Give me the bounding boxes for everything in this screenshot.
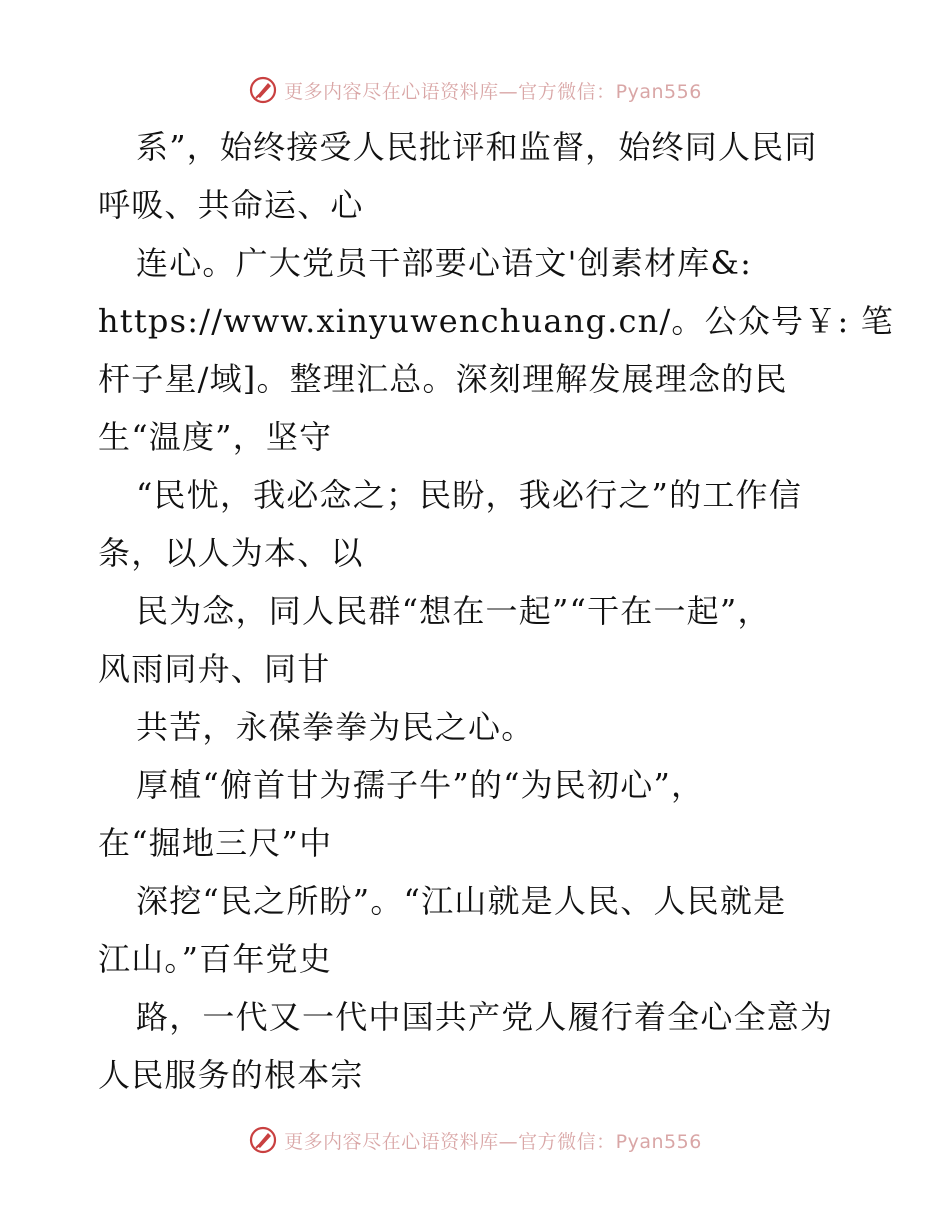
footer-watermark-text: 更多内容尽在心语资料库—官方微信：Pyan556 (284, 1130, 702, 1153)
header-watermark-text: 更多内容尽在心语资料库—官方微信：Pyan556 (284, 80, 702, 103)
footer-watermark (0, 1120, 950, 1160)
text-line: 呼吸、共命运、心 (98, 186, 364, 224)
text-line: 风雨同舟、同甘 (98, 650, 331, 688)
text-line: https://www.xinyuwenchuang.cn/。公众号￥: 笔 (98, 302, 894, 340)
text-line: 江山。”百年党史 (98, 940, 332, 978)
text-line: 杆子星/域]。整理汇总。深刻理解发展理念的民 (98, 360, 788, 398)
text-line: 路，一代又一代中国共产党人履行着全心全意为 (136, 998, 834, 1036)
header-watermark (0, 70, 950, 110)
quill-logo-icon (248, 75, 278, 105)
text-line: 共苦，永葆拳拳为民之心。 (136, 708, 535, 746)
text-line: 厚植“俯首甘为孺子牛”的“为民初心”， (136, 766, 705, 804)
quill-logo-icon (248, 1125, 278, 1155)
text-line: 深挖“民之所盼”。“江山就是人民、人民就是 (136, 882, 787, 920)
text-line: 在“掘地三尺”中 (98, 824, 333, 862)
text-line: 连心。广大党员干部要心语文'创素材库&: (136, 244, 753, 282)
text-line: 民为念，同人民群“想在一起”“干在一起”， (136, 592, 771, 630)
text-line: 条，以人为本、以 (98, 534, 364, 572)
text-line: 系”，始终接受人民批评和监督，始终同人民同 (136, 128, 818, 166)
document-body (98, 118, 894, 1104)
text-line: “民忧，我必念之；民盼，我必行之”的工作信 (136, 476, 802, 514)
text-line: 生“温度”，坚守 (98, 418, 333, 456)
text-line: 人民服务的根本宗 (98, 1056, 364, 1094)
